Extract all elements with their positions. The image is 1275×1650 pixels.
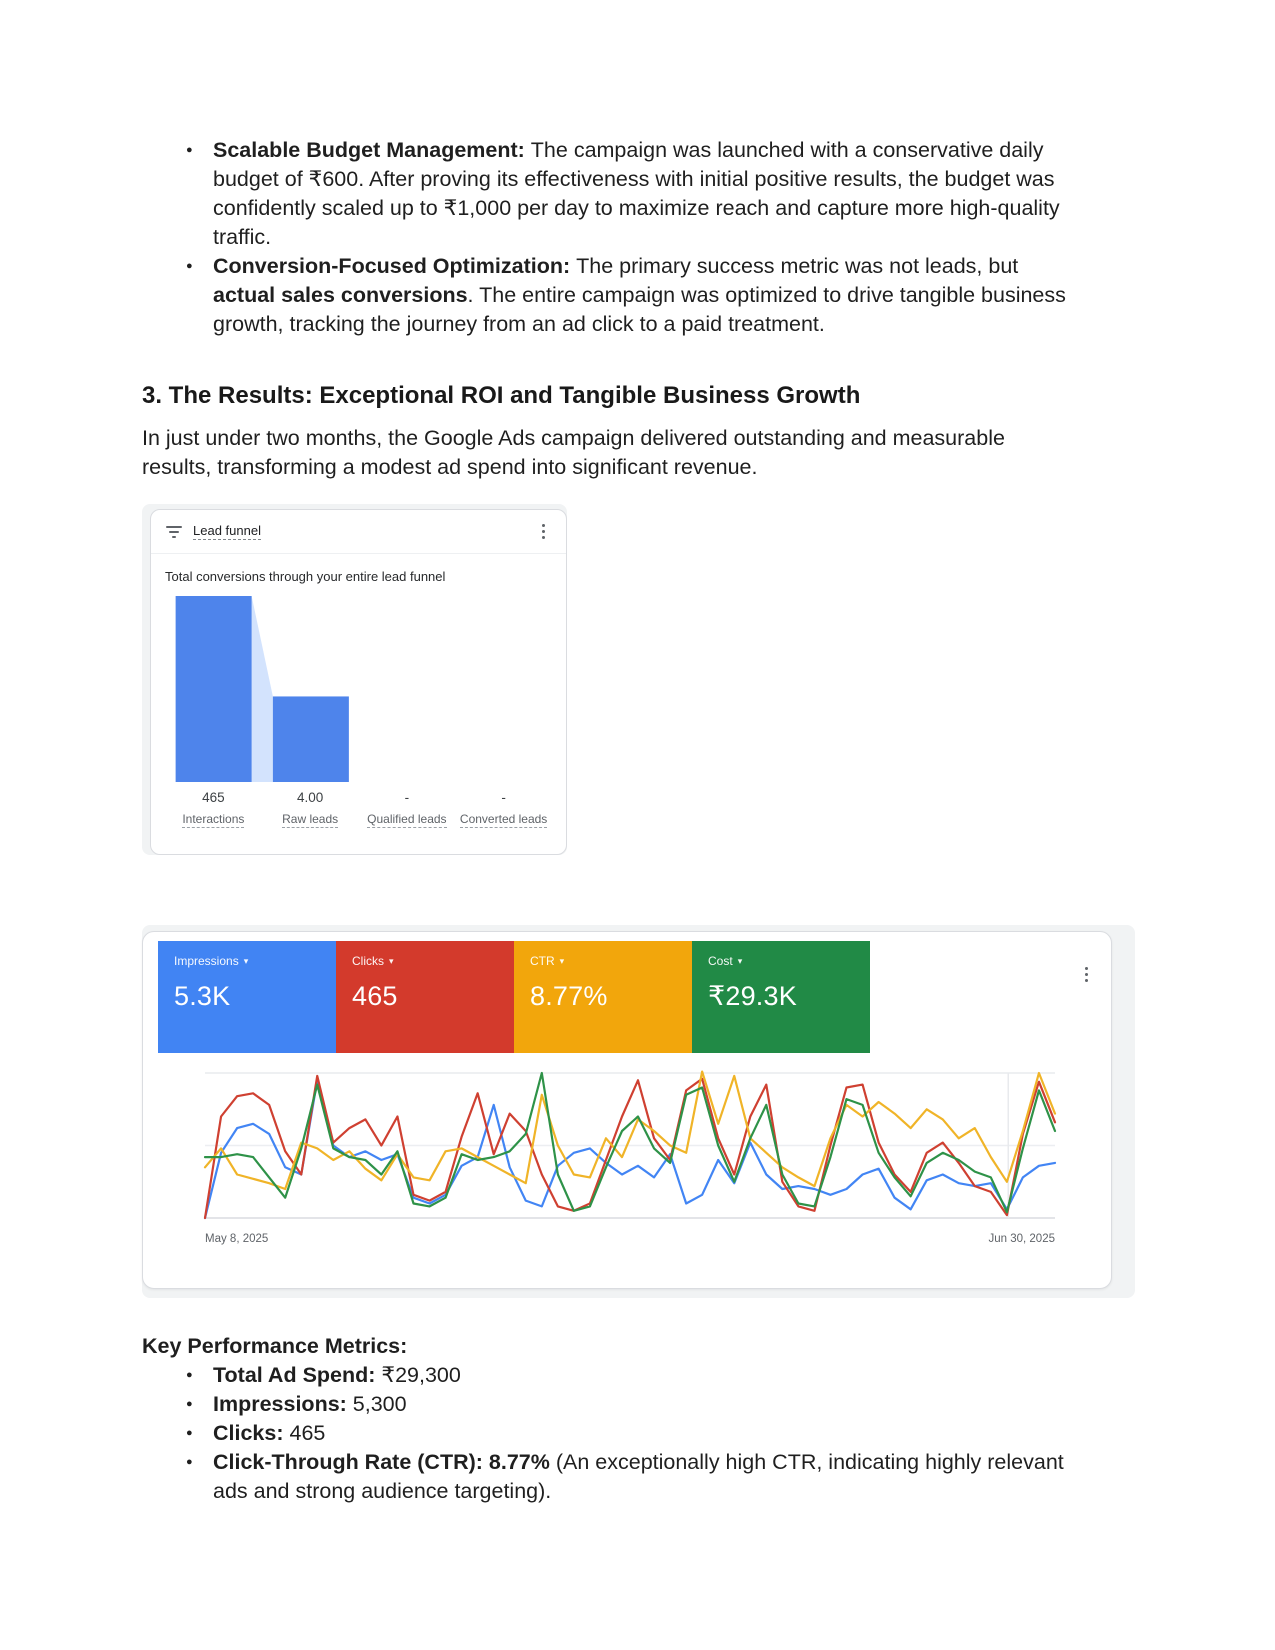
metric-name: CTR xyxy=(530,954,555,968)
lead-funnel-subtitle: Total conversions through your entire lead funnel xyxy=(165,569,446,584)
kpi-item xyxy=(213,1419,1069,1448)
bold-text-segment: Impressions: xyxy=(213,1392,353,1416)
funnel-stage-column xyxy=(165,789,262,828)
metric-tile-label[interactable] xyxy=(708,954,854,968)
text-segment: The primary success metric was not leads, but xyxy=(576,254,1019,278)
lead-funnel-card xyxy=(150,509,567,855)
kpi-item xyxy=(213,1448,1069,1506)
lead-funnel-header xyxy=(151,510,566,554)
kpi-item xyxy=(213,1390,1069,1419)
funnel-bar-interactions xyxy=(176,596,252,782)
metric-tile-ctr[interactable] xyxy=(514,941,692,1053)
dropdown-arrow-icon: ▾ xyxy=(737,955,743,966)
bullet-list-strategy xyxy=(142,136,1070,339)
metrics-card xyxy=(142,931,1112,1289)
date-start-label: May 8, 2025 xyxy=(205,1233,269,1245)
bullet-item xyxy=(213,252,1069,339)
funnel-stage-column xyxy=(455,789,552,828)
metric-tiles-row xyxy=(158,941,870,1053)
funnel-stage-value: - xyxy=(501,790,506,805)
dropdown-arrow-icon: ▾ xyxy=(559,955,565,966)
funnel-bar-raw-leads xyxy=(273,696,349,782)
metric-name: Clicks xyxy=(352,954,384,968)
bold-text-segment: Conversion-Focused Optimization: xyxy=(213,254,577,278)
metric-tile-label[interactable] xyxy=(352,954,498,968)
bold-text-segment: Click-Through Rate (CTR): 8.77% xyxy=(213,1450,556,1474)
bold-text-segment: Scalable Budget Management: xyxy=(213,138,531,162)
funnel-stage-value: 4.00 xyxy=(296,790,324,805)
metric-tile-impressions[interactable] xyxy=(158,941,336,1053)
performance-line-chart-svg xyxy=(205,1071,1055,1219)
metric-value: 5.3K xyxy=(174,981,231,1011)
kebab-icon xyxy=(542,524,545,527)
metric-tile-clicks[interactable] xyxy=(336,941,514,1053)
metric-value: 8.77% xyxy=(530,981,608,1011)
bold-text-segment: Total Ad Spend: xyxy=(213,1363,382,1387)
funnel-stage-column xyxy=(359,789,456,828)
kpi-item xyxy=(213,1361,1069,1390)
metric-tile-label[interactable] xyxy=(530,954,676,968)
metric-name: Impressions xyxy=(174,954,239,968)
text-segment: The campaign was launched with a conservative daily budget of ₹600. After proving its effectiveness with initial positive results, the budget was confidently scaled up to ₹1,000 per day to maximize reach and capture more high-quality traffic. xyxy=(213,138,1060,249)
metric-value: ₹29.3K xyxy=(708,981,797,1011)
lead-funnel-title[interactable]: Lead funnel xyxy=(193,523,261,538)
dropdown-arrow-icon: ▾ xyxy=(389,955,394,966)
date-end-label: Jun 30, 2025 xyxy=(988,1233,1055,1245)
funnel-stage-label[interactable]: Qualified leads xyxy=(367,812,447,826)
bold-text-segment: Clicks: xyxy=(213,1421,290,1445)
metric-tile-label[interactable] xyxy=(174,954,320,968)
bullet-list-kpi xyxy=(142,1361,1070,1506)
text-segment: (An exceptionally high CTR, indicating highly relevant ads and strong audience targeting). xyxy=(213,1450,1064,1503)
filter-icon[interactable] xyxy=(165,526,182,538)
lead-funnel-menu-button[interactable] xyxy=(534,522,552,542)
metric-name: Cost xyxy=(708,954,733,968)
lead-funnel-screenshot xyxy=(142,504,567,855)
metrics-screenshot xyxy=(142,925,1135,1298)
funnel-stage-label[interactable]: Interactions xyxy=(182,812,245,826)
bullet-item xyxy=(213,136,1069,252)
text-segment: 5,300 xyxy=(352,1392,407,1416)
metrics-card-menu-button[interactable] xyxy=(1077,964,1095,984)
funnel-chart-svg xyxy=(165,596,554,782)
section-heading: 3. The Results: Exceptional ROI and Tangible Business Growth xyxy=(142,382,861,409)
text-segment: 465 xyxy=(289,1421,326,1445)
intro-paragraph: In just under two months, the Google Ads campaign delivered outstanding and measurable results, transforming a modest ad spend into significant revenue. xyxy=(142,426,1005,479)
funnel-stage-label[interactable]: Converted leads xyxy=(459,812,548,826)
bold-text-segment: actual sales conversions xyxy=(213,283,468,307)
series-line-cost xyxy=(205,1073,1055,1212)
kpi-heading: Key Performance Metrics: xyxy=(142,1334,408,1358)
text-segment: . The entire campaign was optimized to drive tangible business growth, tracking the journey from an ad click to a paid treatment. xyxy=(213,283,1066,336)
performance-line-chart xyxy=(205,1071,1055,1219)
text-segment: ₹29,300 xyxy=(381,1363,461,1387)
funnel-stage-value: 465 xyxy=(202,790,225,805)
metric-tile-cost[interactable] xyxy=(692,941,870,1053)
metric-value: 465 xyxy=(352,981,398,1011)
funnel-stage-labels xyxy=(165,789,552,828)
funnel-stage-label[interactable]: Raw leads xyxy=(282,812,339,826)
kebab-icon xyxy=(1085,967,1088,970)
funnel-stage-value: - xyxy=(404,790,410,805)
date-axis-labels xyxy=(205,1233,1055,1245)
funnel-stage-column xyxy=(262,789,359,828)
dropdown-arrow-icon: ▾ xyxy=(243,955,249,966)
